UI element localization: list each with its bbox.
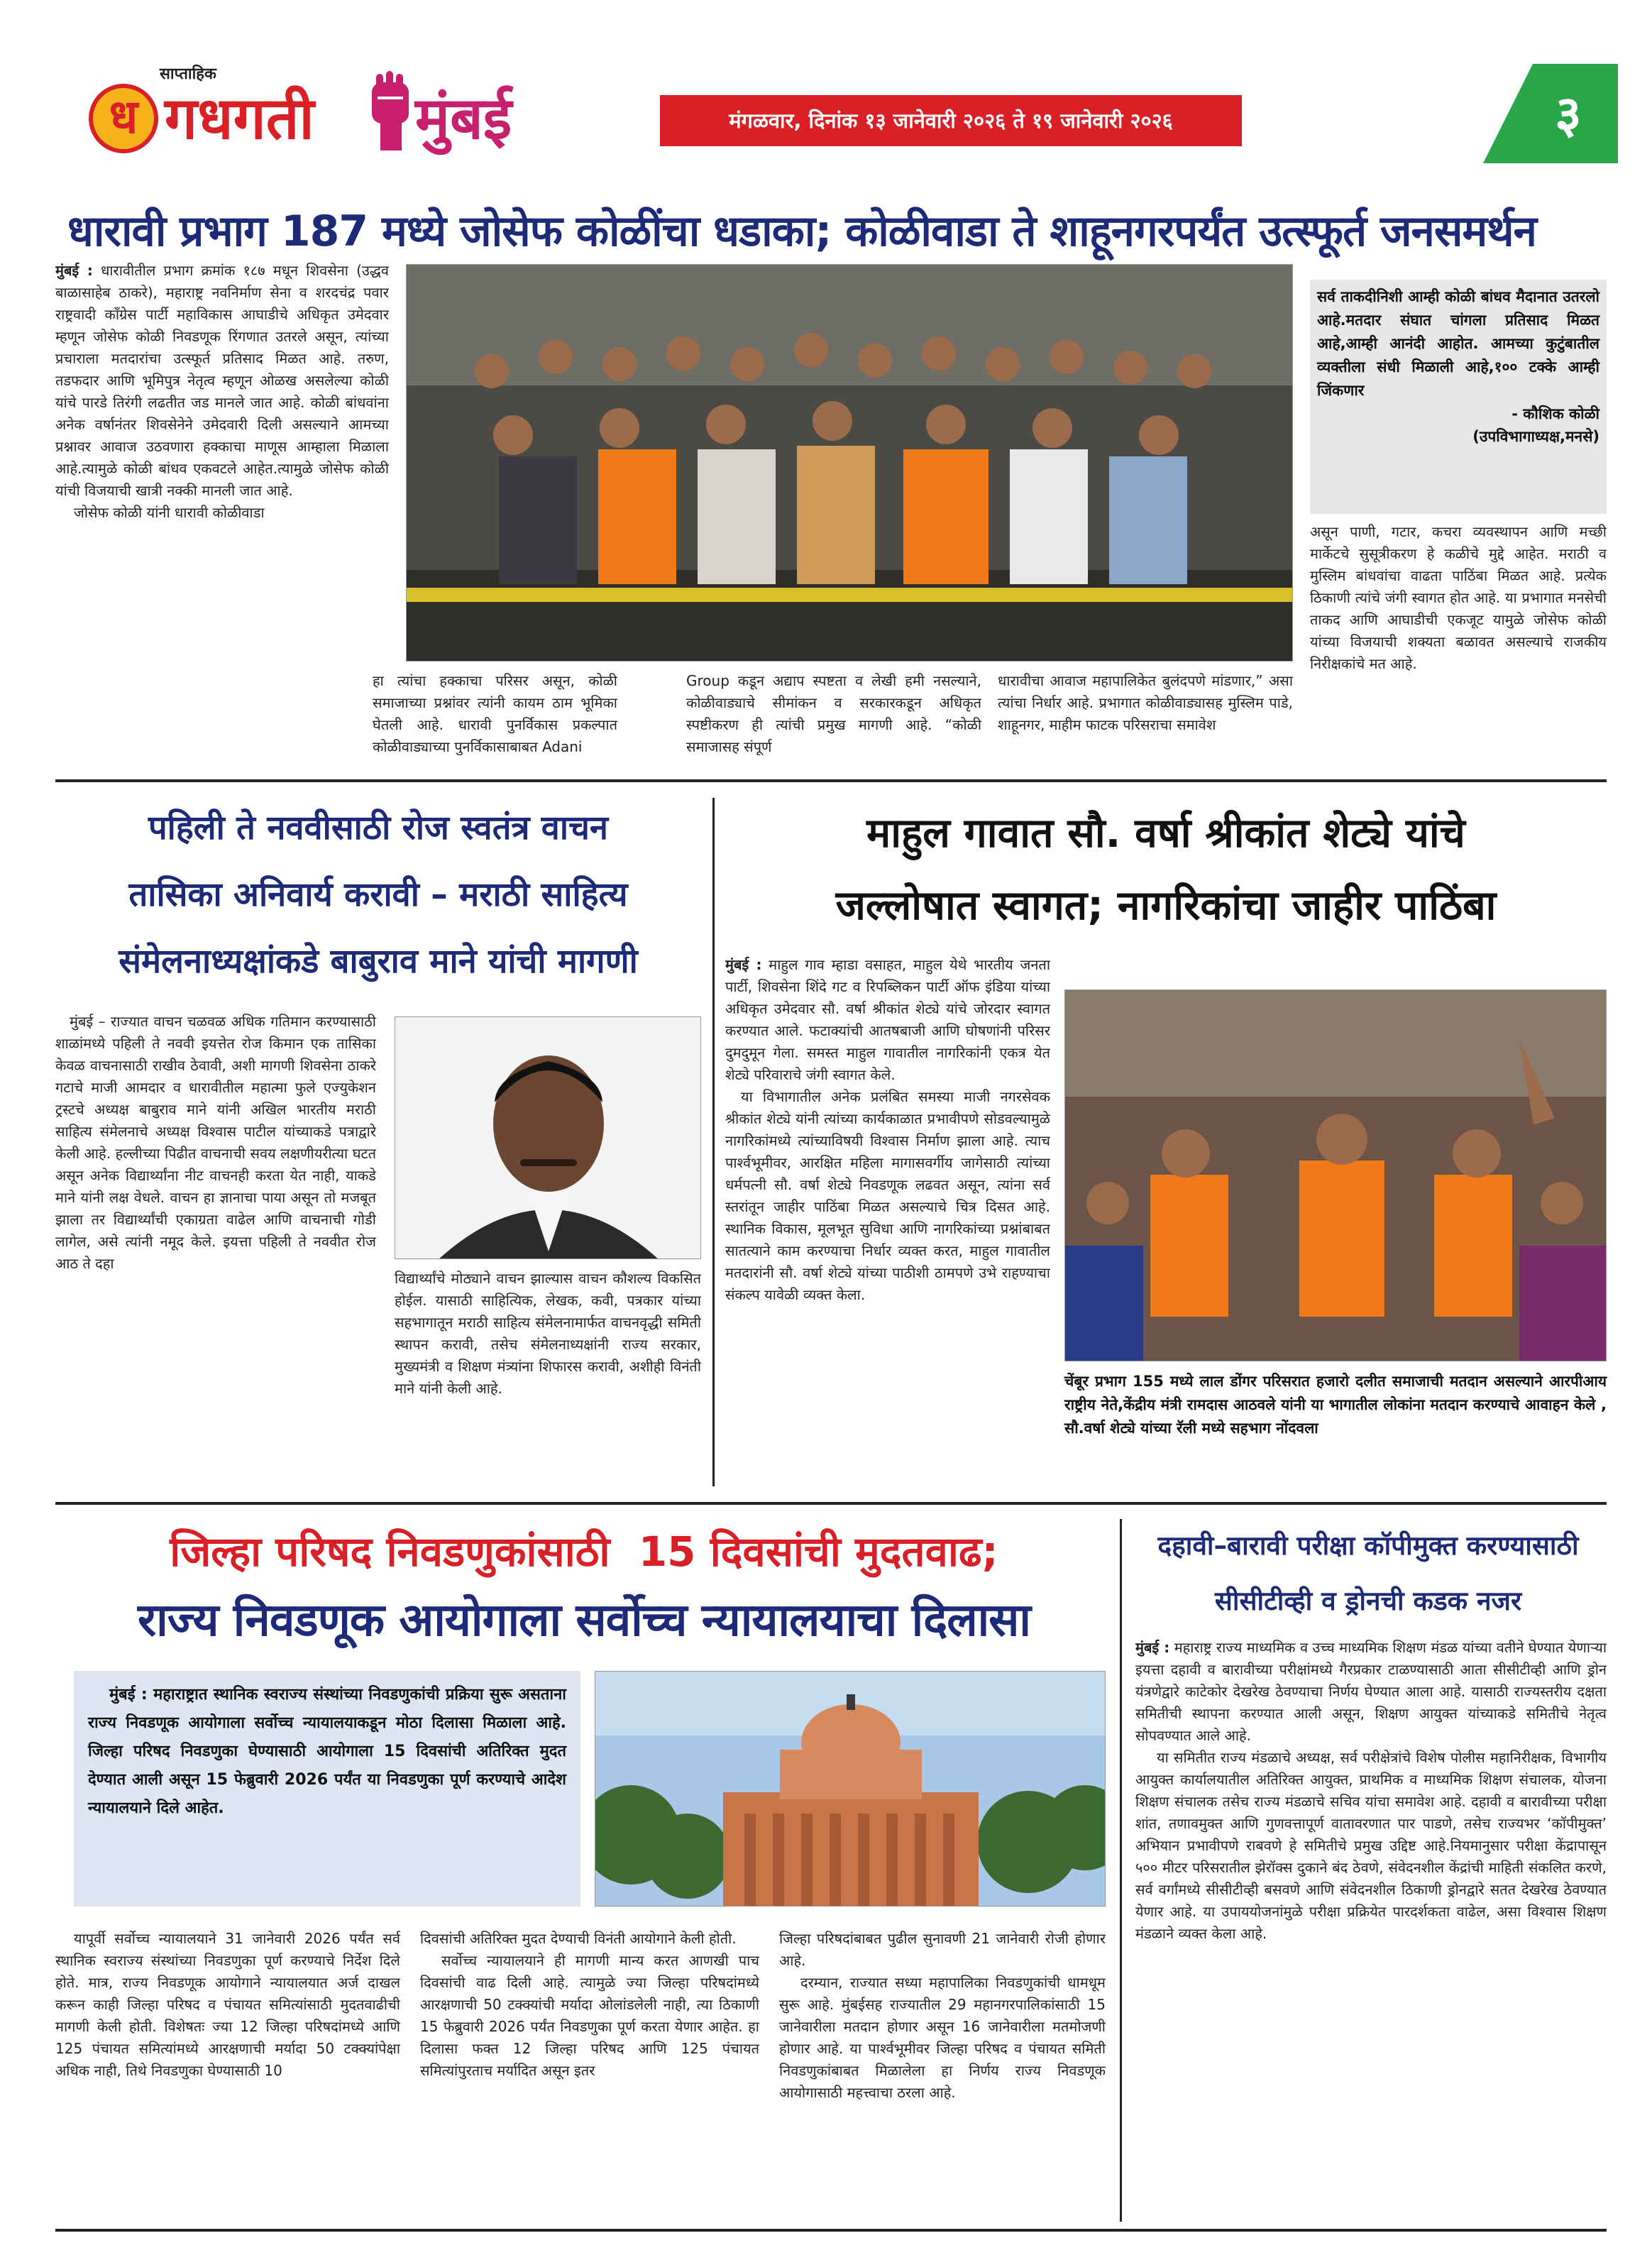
masthead — [0, 0, 1652, 163]
story4-intro-box — [74, 1671, 580, 1907]
story4-col3 — [779, 1928, 1106, 2219]
vertical-rule-1 — [712, 798, 715, 1486]
story1-quote: सर्व ताकदीनिशी आम्ही कोळी बांधव मैदानात उतरलो आहे.मतदार संघात चांगला प्रतिसाद मिळत आहे,आम्ही आनंदी आहोत. आमच्या कुटुंबातील व्यक्तीला संधी मिळाली आहे,१०० टक्के आम्ही जिंकणार — [1317, 288, 1599, 399]
story3-body-text: माहुल गाव म्हाडा वसाहत, माहुल येथे भारतीय जनता पार्टी, शिवसेना शिंदे गट व रिपब्लिकन पार्टी ऑफ इंडिया यांच्या अधिकृत उमेदवार सौ. वर्षा श्रीकांत शेट्ये यांचे जोरदार स्वागत करण्यात आले. फटाक्यांची आतषबाजी आणि घोषणांनी परिसर दुमदुमून गेला. समस्त माहुल गावातील नागरिकांनी एकत्र येत शेट्ये परिवाराचे जंगी स्वागत केले. — [725, 956, 1050, 1083]
story3-headline-l1: माहुल गावात सौ. वर्षा श्रीकांत शेट्ये यांचे — [866, 810, 1465, 857]
story2-headline-l3: संमेलनाध्यक्षांकडे बाबुराव माने यांची मागणी — [119, 942, 638, 981]
vertical-rule-2 — [1120, 1519, 1122, 2222]
story5-p1: महाराष्ट्र राज्य माध्यमिक व उच्च माध्यमिक शिक्षण मंडळ यांच्या वतीने घेण्यात येणाऱ्या इयत्ता दहावी व बारावीच्या परीक्षांमध्ये गैरप्रकार टाळण्यासाठी आता सीसीटीव्ही आणि ड्रोन यंत्रणेद्वारे काटेकोर देखरेख ठेवण्याचा निर्णय घेण्यात आला आहे. यासाठी राज्यस्तरीय दक्षता समितीची स्थापना करण्यात आली असून, शिक्षण आयुक्त यांच्याकडे समितीचे नेतृत्व सोपवण्यात आले आहे. — [1135, 1639, 1607, 1744]
story2-portrait — [395, 1016, 701, 1259]
story1-quote-role: (उपविभागाध्यक्ष,मनसे) — [1472, 428, 1599, 445]
story4-headline-l2: राज्य निवडणूक आयोगाला सर्वोच्च न्यायालयाचा दिलासा — [137, 1594, 1031, 1647]
divider-2 — [55, 1502, 1607, 1505]
date-banner — [660, 95, 1242, 146]
story1-col2: हा त्यांचा हक्काचा परिसर असून, कोळी समाजाच्या प्रश्नांवर त्यांनी कायम ठाम भूमिका घेतली आहे. धारावी पुनर्विकास प्रकल्पात कोळीवाड्याच्या पुनर्विकासाबाबत Adani — [373, 672, 617, 755]
story1-headline: धारावी प्रभाग 187 मध्ये जोसेफ कोळींचा धडाका; कोळीवाडा ते शाहूनगरपर्यंत उत्स्फूर्त जनसमर्थन — [67, 207, 1536, 256]
story4-headline-l1: जिल्हा परिषद निवडणुकांसाठी 15 दिवसांची मुदतवाढ; — [170, 1528, 998, 1576]
story4-col2 — [420, 1928, 759, 2219]
story5-p2: या समितीत राज्य मंडळाचे अध्यक्ष, सर्व परीक्षेत्रांचे विशेष पोलीस महानिरीक्षक, विभागीय आयुक्त कार्यालयातील अतिरिक्त आयुक्त, प्राथमिक व माध्यमिक शिक्षण संचालक, योजना शिक्षण संचालक तसेच राज्य मंडळाचे सचिव यांचा समावेश आहे. दहावी व बारावीच्या परीक्षा शांत, तणावमुक्त आणि गुणवत्तापूर्ण वातावरणात पार पाडणे, तसेच राज्यभर ‘कॉपीमुक्त’ अभियान प्रभावीपणे राबवणे हे समितीचे प्रमुख उद्दिष्ट आहे.नियमानुसार परीक्षा केंद्रापासून ५०० मीटर परिसरातील झेरॉक्स दुकाने बंद ठेवणे, संवेदनशील केंद्रांची माहिती संकलित करणे, सर्व वर्गांमध्ये सीसीटीव्ही बसवणे आणि संवेदनशील ठिकाणी ड्रोनद्वारे सतत देखरेख ठेवण्यात येणार आहे. या उपाययोजनांमुळे परीक्षा प्रक्रियेत पारदर्शकता वाढेल, असा विश्वास शिक्षण मंडळाने व्यक्त केला आहे. — [1135, 1749, 1607, 1942]
story3-body2: या विभागातील अनेक प्रलंबित समस्या माजी नगरसेवक श्रीकांत शेट्ये यांनी त्यांच्या कार्यकाळात प्रभावीपणे सोडवल्यामुळे नागरिकांमध्ये त्यांच्याविषयी विश्वास निर्माण झाला आहे. त्याच पार्श्वभूमीवर, आरक्षित महिला मागासवर्गीय जागेसाठी त्यांच्या धर्मपत्नी सौ. वर्षा शेट्ये निवडणूक लढवत असून, त्यांना सर्व स्तरांतून जाहीर पाठिंबा मिळत असल्याचे चित्र दिसत आहे. स्थानिक विकास, मूलभूत सुविधा आणि नागरिकांच्या प्रश्नांबाबत सातत्याने काम करण्याचा निर्धार व्यक्त करत, माहुल गावातील मतदारांनी सौ. वर्षा शेट्ये यांच्या पाठीशी ठामपणे उभे राहण्याचा संकल्प यावेळी व्यक्त केला. — [725, 1088, 1050, 1303]
story3-body — [725, 954, 1050, 1493]
story5-headline-l2: सीसीटीव्ही व ड्रोनची कडक नजर — [1214, 1586, 1522, 1616]
story4-col3b: दरम्यान, राज्यात सध्या महापालिका निवडणुकांची धामधूम सुरू आहे. मुंबईसह राज्यातील 29 महानगरपालिकांसाठी 15 जानेवारीला मतदान होणार असून 16 जानेवारीला मतमोजणी होणार आहे. या पार्श्वभूमीवर जिल्हा परिषद व पंचायत समिती निवडणुकांबाबत मिळालेला हा निर्णय राज्य निवडणूक आयोगासाठी महत्त्वाचा ठरला आहे. — [779, 1974, 1106, 2101]
story1-quote-box — [1310, 280, 1607, 514]
story5-headline-l1: दहावी–बारावी परीक्षा कॉपीमुक्त करण्यासाठी — [1157, 1530, 1579, 1561]
story1-col3: Group कडून अद्याप स्पष्टता व लेखी हमी नसल्याने, कोळीवाड्याचे सीमांकन व सरकारकडून अधिकृत स्पष्टीकरण ही त्यांची प्रमुख मागणी आहे. “कोळी समाजासह संपूर्ण — [686, 672, 981, 755]
fist-icon — [362, 68, 419, 153]
story5-body — [1135, 1637, 1607, 2219]
logo-letter: ध — [109, 89, 138, 144]
story2-col2: विद्यार्थ्यांचे मोठ्याने वाचन झाल्यास वाचन कौशल्य विकसित होईल. यासाठी साहित्यिक, लेखक, कवी, पत्रकार यांच्या सहभागातून मराठी साहित्य संमेलनामार्फत वाचनवृद्धी समिती स्थापन करावी, तसेच संमेलनाध्यक्षांनी राज्य सरकार, मुख्यमंत्री व शिक्षण मंत्र्यांना शिफारस करावी, अशीही विनंती माने यांनी केली आहे. — [395, 1270, 701, 1397]
story1-col1-cont: जोसेफ कोळी यांनी धारावी कोळीवाडा — [74, 504, 265, 521]
story3-rally-photo — [1064, 989, 1607, 1361]
page-number-tab — [1483, 64, 1618, 163]
story4-col1: यापूर्वी सर्वोच्च न्यायालयाने 31 जानेवारी 2026 पर्यंत सर्व स्थानिक स्वराज्य संस्थांच्या निवडणुका पूर्ण करण्याचे निर्देश दिले होते. मात्र, राज्य निवडणूक आयोगाने न्यायालयात अर्ज दाखल करून काही जिल्हा परिषद व पंचायत समित्यांसाठी मुदतवाढीची मागणी केली होती. विशेषतः ज्या 12 जिल्हा परिषदांमध्ये आणि 125 पंचायत समित्यांमध्ये आरक्षणाची मर्यादा 50 टक्क्यांपेक्षा अधिक नाही, तिथे निवडणुका घेण्यासाठी 10 — [55, 1930, 400, 2079]
date-line: मंगळवार, दिनांक १३ जानेवारी २०२६ ते १९ जानेवारी २०२६ — [729, 109, 1173, 133]
story1-col5: असून पाणी, गटार, कचरा व्यवस्थापन आणि मच्छी मार्केटचे सुसूत्रीकरण हे कळीचे मुद्दे आहेत. मराठी व मुस्लिम बांधवांचा वाढता पाठिंबा मिळत आहे. प्रत्येक ठिकाणी त्यांचे जंगी स्वागत होत आहे. या प्रभागात मनसेची ताकद आणि आघाडीची एकजूट यामुळे जोसेफ कोळी यांच्या विजयाची शक्यता बळावत असल्याचे राजकीय निरीक्षकांचे मत आहे. — [1310, 523, 1607, 672]
story2-col1: मुंबई – राज्यात वाचन चळवळ अधिक गतिमान करण्यासाठी शाळांमध्ये पहिली ते नववी इयत्तेत रोज किमान एक तासिका केवळ वाचनासाठी राखीव ठेवावी, अशी मागणी शिवसेना ठाकरे गटाचे माजी आमदार व धारावीतील महात्मा फुले एज्युकेशन ट्रस्टचे अध्यक्ष बाबुराव माने यांनी अखिल भारतीय मराठी साहित्य संमेलनाचे अध्यक्ष विश्वास पाटील यांच्याकडे पत्राद्वारे केली आहे. हल्लीच्या पिढीत वाचनाची सवय लक्षणीयरीत्या घटत असून अनेक विद्यार्थ्यांना नीट वाचनही करता येत नाही, याकडे माने यांनी लक्ष वेधले. वाचन हा ज्ञानाचा पाया असून तो मजबूत झाला तर विद्यार्थ्यांची एकाग्रता वाढेल आणि वाचनाची गोडी लागेल, असे त्यांनी नमूद केले. इयत्ता पहिली ते नववीत रोज आठ ते दहा — [55, 1013, 376, 1272]
story3-dateline: मुंबई : — [725, 956, 762, 973]
story2-headline-l1: पहिली ते नववीसाठी रोज स्वतंत्र वाचन — [148, 808, 609, 848]
story4-col2a: दिवसांची अतिरिक्त मुदत देण्याची विनंती आयोगाने केली होती. — [420, 1930, 737, 1947]
masthead-title-part2: मुंबई — [415, 85, 512, 153]
story2-headline-l2: तासिका अनिवार्य करावी – मराठी साहित्य — [128, 875, 628, 914]
story1-col1-text: धारावीतील प्रभाग क्रमांक १८७ मधून शिवसेना (उद्धव बाळासाहेब ठाकरे), महाराष्ट्र नवनिर्माण सेना व शरदचंद्र पवार राष्ट्रवादी काँग्रेस पार्टी महाविकास आघाडीचे अधिकृत उमेदवार म्हणून जोसेफ कोळी निवडणूक रिंगणात उतरले असून, त्यांच्या प्रचाराला मतदारांचा उत्स्फूर्त प्रतिसाद मिळत आहे. तरुण, तडफदार आणि भूमिपुत्र नेतृत्व म्हणून ओळख असलेल्या कोळी यांचे पारडे तिरंगी लढतीत जड मानले जात आहे. कोळी बांधवांना अनेक वर्षानंतर शिवसेनेने उमेदवारी दिली असल्याने आमच्या प्रश्नावर आवाज उठवणारा हक्काचा माणूस आम्हाला मिळाला आहे.त्यामुळे कोळी बांधव एकवटले आहेत.त्यामुळे जोसेफ कोळी यांची विजयाची खात्री नक्की मानली जात आहे. — [55, 262, 389, 499]
story3-caption: चेंबूर प्रभाग 155 मध्ये लाल डोंगर परिसरात हजारो दलीत समाजाची मतदान असल्याने आरपीआय राष्ट्रीय नेते,केंद्रीय मंत्री रामदास आठवले यांनी या भागातील लोकांना मतदान करण्याचे आवाहन केले , सौ.वर्षा शेट्ये यांच्या रॅली मध्ये सहभाग नोंदवला — [1064, 1373, 1607, 1437]
story4-col2b: सर्वोच्च न्यायालयाने ही मागणी मान्य करत आणखी पाच दिवसांची वाढ दिली आहे. त्यामुळे ज्या जिल्हा परिषदांमध्ये आरक्षणाची 50 टक्क्यांची मर्यादा ओलांडलेली नाही, त्या ठिकाणी 15 फेब्रुवारी 2026 पर्यंत निवडणुका पूर्ण करता येणार आहेत. हा दिलासा फक्त 12 जिल्हा परिषद आणि 125 पंचायत समित्यांपुरताच मर्यादित असून इतर — [420, 1952, 759, 2079]
story1-dateline: मुंबई : — [55, 262, 93, 279]
divider-1 — [55, 779, 1607, 782]
logo-badge — [89, 84, 158, 153]
weekly-label: साप्ताहिक — [160, 65, 216, 83]
story3-headline-l2: जल्लोषात स्वागत; नागरिकांचा जाहीर पाठिंबा — [835, 882, 1497, 929]
story1-quote-author: - कौशिक कोळी — [1511, 405, 1599, 422]
story4-court-photo — [595, 1671, 1106, 1907]
story5-dateline: मुंबई : — [1135, 1639, 1170, 1656]
page-number: ३ — [1555, 84, 1582, 144]
story1-col4: धारावीचा आवाज महापालिकेत बुलंदपणे मांडणार,” असा त्यांचा निर्धार आहे. प्रभागात कोळीवाड्यासह मुस्लिम पाडे, शाहूनगर, माहीम फाटक परिसराचा समावेश — [998, 672, 1293, 733]
story1-col1 — [55, 260, 389, 742]
story1-group-photo — [406, 264, 1293, 662]
masthead-title-part1: गधगती — [165, 85, 314, 153]
divider-bottom — [55, 2229, 1607, 2232]
story4-intro: मुंबई : महाराष्ट्रात स्थानिक स्वराज्य संस्थांच्या निवडणुकांची प्रक्रिया सुरू असताना राज्य निवडणूक आयोगाला सर्वोच्च न्यायालयाकडून मोठा दिलासा मिळाला आहे. जिल्हा परिषद निवडणुका घेण्यासाठी आयोगाला 15 दिवसांची अतिरिक्त मुदत देण्यात आली असून 15 फेब्रुवारी 2026 पर्यंत या निवडणुका पूर्ण करण्याचे आदेश न्यायालयाने दिले आहेत. — [88, 1686, 566, 1817]
story4-col3a: जिल्हा परिषदांबाबत पुढील सुनावणी 21 जानेवारी रोजी होणार आहे. — [779, 1930, 1106, 1969]
